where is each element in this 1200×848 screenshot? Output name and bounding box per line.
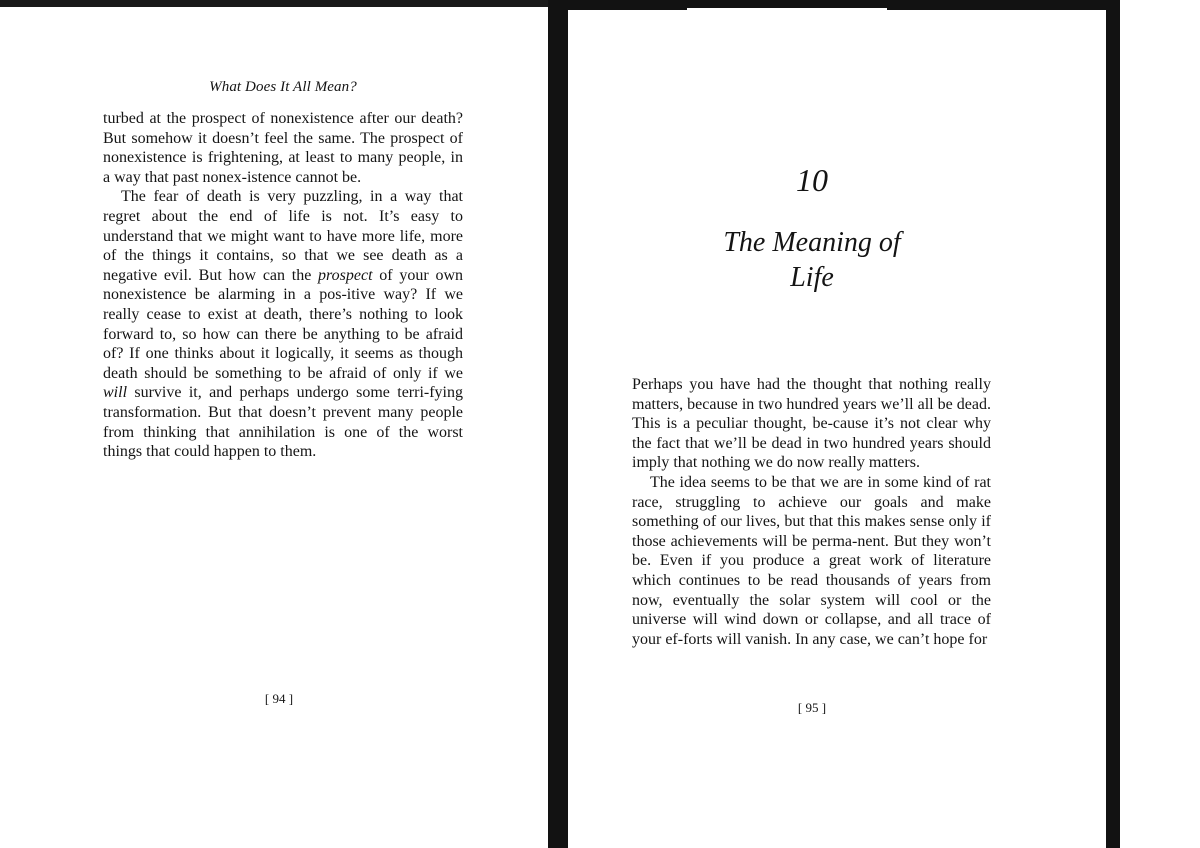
chapter-title-line-1: The Meaning of	[723, 227, 901, 258]
chapter-title	[662, 225, 962, 295]
right-page-body	[632, 375, 991, 649]
page-number-right: [ 95 ]	[797, 700, 827, 715]
emphasis-prospect: prospect	[318, 266, 373, 284]
left-paragraph-2-part-c: survive it, and perhaps undergo some terri-fying transformation. But that doesn’t prevent many people from thinking that annihilation is one of the worst things that could happen to them.	[103, 384, 463, 461]
chapter-number: 10	[796, 162, 828, 198]
page-number-left: [ 94 ]	[264, 691, 294, 706]
right-paragraph-1: Perhaps you have had the thought that nothing really matters, because in two hundred years we’ll all be dead. This is a peculiar thought, be-cause it’s not clear why the fact that we’ll be dead in two hundred years should imply that nothing we do now really matters.	[632, 376, 991, 472]
emphasis-will: will	[103, 384, 128, 402]
book-gutter	[548, 0, 568, 848]
left-paragraph-1: turbed at the prospect of nonexistence after our death? But somehow it doesn’t feel the same. The prospect of nonexistence is frightening, at least to many people, in a way that past nonex-istence cannot be.	[103, 110, 463, 186]
scan-edge-highlight	[687, 8, 887, 12]
left-paragraph-2-part-a: The fear of death is very puzzling, in a way that regret about the end of life is not. It’s easy to understand that we might want to have more life, more of the things it contains, so that we see death as a negative evil. But how can the	[103, 188, 463, 284]
scan-top-edge	[0, 0, 560, 7]
chapter-title-line-2: Life	[790, 262, 834, 293]
running-head: What Does It All Mean?	[209, 79, 357, 95]
left-paragraph-2-part-b: of your own nonexistence be alarming in a pos-itive way? If we really cease to exist at death, there’s nothing to look forward to, so how can there be anything to be afraid of? If one thinks about it logically, it seems as though death should be something to be afraid of only if we	[103, 266, 463, 382]
right-paragraph-2: The idea seems to be that we are in some kind of rat race, struggling to achieve our goals and make something of our lives, but that this makes sense only if those achievements will be perma-nent. But they won’t be. Even if you produce a great work of literature which continues to be read thousands of years from now, eventually the solar system will cool or the universe will wind down or collapse, and all trace of your ef-forts will vanish. In any case, we can’t hope for	[632, 473, 991, 648]
left-paragraph-2	[103, 187, 463, 461]
left-page-body	[103, 109, 463, 462]
